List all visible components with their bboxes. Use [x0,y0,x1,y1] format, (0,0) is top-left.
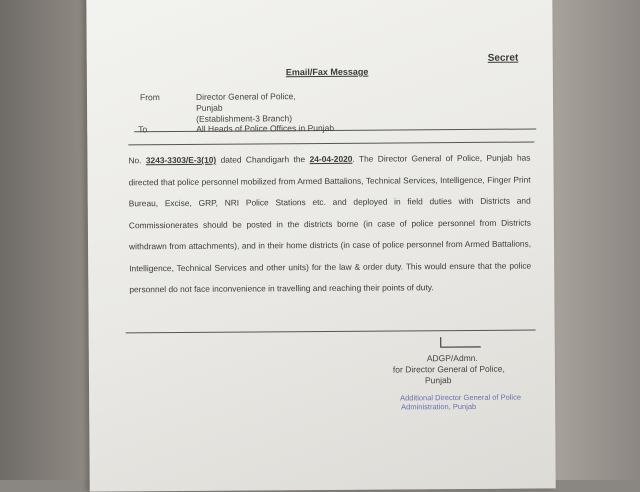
body-paragraph: . The Director General of Police, Punjab has directed that police personnel mobilized from Armed Battalions, Technical Services, Intelligence, Finger Print Bureau, Excise, GRP, NRI Police Stations etc. and deployed in field duties with Districts and Commissionerates should be posted in the districts borne (in case of police personnel from Districts withdrawn from attachments), and in their home districts (in case of police personnel from Armed Battalions, Intelligence, Technical Services and other units) for the law & order duty. This would ensure that the police personnel do not face inconvenience in travelling and reaching their points of duty. [128,152,532,295]
reference-number: 3243-3303/E-3(10) [145,154,217,166]
signature-block [393,353,505,387]
document-title: Email/Fax Message [285,66,369,78]
signatory-for-line: for Director General of Police, [392,363,505,375]
signatory-state: Punjab [424,375,452,386]
ref-prefix: No. [128,155,142,166]
official-stamp [400,393,521,412]
classification-label: Secret [487,52,519,64]
stamp-line-2: Administration, Punjab [401,401,477,412]
stamp-line-1: Additional Director General of Police [400,392,522,403]
from-line-1: Director General of Police, [195,91,296,102]
message-body [128,148,531,301]
signature-mark [437,335,483,351]
to-value: All Heads of Police Offices in Punjab [196,122,335,134]
divider-header [128,142,534,146]
divider-from-to [134,128,536,132]
document-page [86,0,555,492]
signatory-designation: ADGP/Admn. [426,352,478,364]
from-label: From [139,92,160,103]
message-date: 24-04-2020 [309,153,353,165]
divider-footer [126,330,536,334]
background-right [550,0,640,480]
to-label: To [138,124,148,135]
from-line-2: Punjab [196,102,223,113]
background-left [0,0,100,480]
from-line-3: (Establishment-3 Branch) [196,113,293,124]
from-value [196,91,296,125]
dated-text: dated Chandigarh the [220,154,306,165]
